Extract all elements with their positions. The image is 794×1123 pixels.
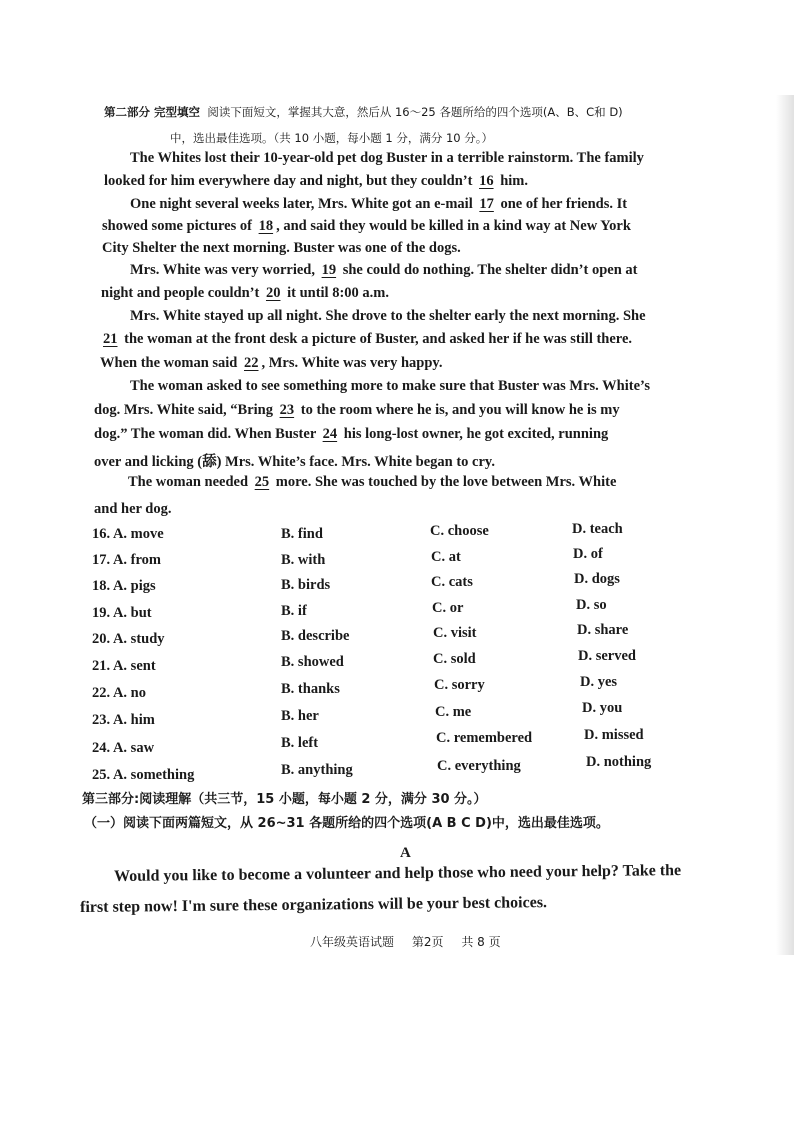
passage-text: When the woman said bbox=[100, 355, 238, 371]
option-c: C. sorry bbox=[434, 677, 485, 693]
blank-20: 20 bbox=[265, 285, 281, 301]
page-edge-shadow bbox=[776, 95, 794, 955]
option-d: D. teach bbox=[572, 521, 623, 537]
part2-instructions-line2: 中，选出最佳选项。（共 10 小题，每小题 1 分，满分 10 分。） bbox=[170, 131, 494, 145]
passage-text: the woman at the front desk a picture of Buster, and asked her if he was still there. bbox=[124, 331, 633, 347]
option-b: B. thanks bbox=[281, 681, 340, 697]
passage-line bbox=[94, 426, 608, 443]
option-b: B. find bbox=[281, 526, 323, 542]
option-a: 24. A. saw bbox=[92, 740, 155, 756]
passage-line bbox=[100, 355, 443, 372]
passage-text: his long-lost owner, he got excited, running bbox=[343, 426, 609, 442]
option-d: D. of bbox=[573, 546, 603, 562]
passage-text: dog. Mrs. White said, “Bring bbox=[94, 402, 273, 418]
blank-21: 21 bbox=[103, 331, 118, 347]
passage-letter: A bbox=[400, 845, 411, 861]
option-a: 16. A. move bbox=[92, 526, 164, 542]
passage-text: Mrs. White was very worried, bbox=[130, 262, 315, 278]
passage-text: , and said they would be killed in a kind way at New York bbox=[276, 218, 631, 234]
passage-text: she could do nothing. The shelter didn’t open at bbox=[342, 262, 638, 278]
passage-line: over and licking (舔) Mrs. White’s face. Mrs. White began to cry. bbox=[94, 454, 495, 470]
passage-line: The woman asked to see something more to make sure that Buster was Mrs. White’s bbox=[130, 378, 650, 394]
part2-title: 第二部分 完型填空 bbox=[104, 105, 201, 119]
option-b: B. anything bbox=[281, 762, 353, 778]
passage-line: The Whites lost their 10-year-old pet dog Buster in a terrible rainstorm. The family bbox=[130, 150, 644, 166]
option-d: D. you bbox=[582, 700, 623, 716]
blank-25: 25 bbox=[254, 474, 270, 490]
option-c: C. or bbox=[432, 600, 464, 616]
option-b: B. birds bbox=[281, 577, 331, 593]
blank-17: 17 bbox=[479, 196, 494, 212]
option-a: 19. A. but bbox=[92, 605, 152, 621]
passage-text: , Mrs. White was very happy. bbox=[261, 355, 443, 371]
passage-a-line: Would you like to become a volunteer and help those who need your help? Take the bbox=[114, 862, 682, 885]
option-a: 17. A. from bbox=[92, 552, 162, 568]
option-a: 23. A. him bbox=[92, 712, 155, 728]
option-a: 22. A. no bbox=[92, 685, 146, 701]
option-a: 25. A. something bbox=[92, 767, 195, 783]
footer-total-pages: 共 8 页 bbox=[461, 935, 501, 949]
option-d: D. served bbox=[578, 648, 636, 664]
passage-line bbox=[94, 402, 620, 419]
option-d: D. dogs bbox=[574, 571, 620, 587]
option-c: C. sold bbox=[433, 651, 476, 667]
option-c: C. choose bbox=[430, 523, 489, 539]
option-b: B. her bbox=[281, 708, 319, 724]
page-footer bbox=[310, 933, 515, 950]
passage-text: looked for him everywhere day and night, but they couldn’t bbox=[104, 173, 473, 189]
passage-a-line: first step now! I'm sure these organizations will be your best choices. bbox=[80, 894, 548, 916]
passage-line: and her dog. bbox=[94, 501, 172, 517]
passage-text: to the room where he is, and you will know he is my bbox=[300, 402, 620, 418]
option-c: C. cats bbox=[431, 574, 473, 590]
passage-text: dog.” The woman did. When Buster bbox=[94, 426, 316, 442]
part3-subsection: （一）阅读下面两篇短文，从 26~31 各题所给的四个选项(A B C D)中，选出最佳选项。 bbox=[84, 816, 609, 831]
option-c: C. visit bbox=[433, 625, 477, 641]
option-a: 21. A. sent bbox=[92, 658, 156, 674]
option-a: 20. A. study bbox=[92, 631, 165, 647]
option-d: D. so bbox=[576, 597, 607, 613]
passage-line bbox=[104, 173, 528, 190]
blank-24: 24 bbox=[322, 426, 338, 442]
option-b: B. left bbox=[281, 735, 319, 751]
passage-text: One night several weeks later, Mrs. White got an e-mail bbox=[130, 196, 473, 212]
footer-subject: 八年级英语试题 bbox=[310, 935, 395, 949]
passage-text: more. She was touched by the love between Mrs. White bbox=[275, 474, 617, 490]
passage-text: showed some pictures of bbox=[102, 218, 252, 234]
blank-22: 22 bbox=[244, 355, 259, 371]
footer-page-number: 第2页 bbox=[411, 935, 444, 949]
option-c: C. remembered bbox=[436, 730, 533, 746]
blank-18: 18 bbox=[258, 218, 274, 234]
part2-instructions: 阅读下面短文，掌握其大意，然后从 16～25 各题所给的四个选项(A、B、C和 D) bbox=[207, 105, 623, 119]
option-d: D. nothing bbox=[586, 754, 652, 770]
passage-line: City Shelter the next morning. Buster was one of the dogs. bbox=[102, 240, 461, 256]
option-d: D. yes bbox=[580, 674, 618, 690]
passage-line bbox=[100, 331, 632, 348]
passage-text: it until 8:00 a.m. bbox=[287, 285, 389, 301]
passage-line bbox=[130, 196, 627, 213]
option-d: D. share bbox=[577, 622, 629, 638]
passage-line bbox=[130, 262, 637, 279]
part3-header: 第三部分:阅读理解（共三节，15 小题，每小题 2 分，满分 30 分。） bbox=[82, 792, 487, 807]
option-c: C. me bbox=[435, 704, 472, 720]
passage-text: night and people couldn’t bbox=[101, 285, 260, 301]
passage-text: him. bbox=[500, 173, 528, 189]
passage-text: The woman needed bbox=[128, 474, 249, 490]
option-b: B. describe bbox=[281, 628, 350, 644]
passage-line: Mrs. White stayed up all night. She drove to the shelter early the next morning. She bbox=[130, 308, 646, 324]
passage-line bbox=[128, 474, 616, 491]
passage-line bbox=[101, 285, 389, 302]
option-b: B. if bbox=[281, 603, 307, 619]
option-b: B. with bbox=[281, 552, 326, 568]
option-c: C. everything bbox=[437, 758, 521, 774]
option-c: C. at bbox=[431, 549, 461, 565]
passage-line bbox=[102, 218, 631, 235]
option-a: 18. A. pigs bbox=[92, 578, 156, 594]
option-b: B. showed bbox=[281, 654, 344, 670]
passage-text: one of her friends. It bbox=[500, 196, 628, 212]
blank-16: 16 bbox=[479, 173, 494, 189]
blank-23: 23 bbox=[279, 402, 295, 418]
option-d: D. missed bbox=[584, 727, 644, 743]
blank-19: 19 bbox=[321, 262, 337, 278]
part2-header bbox=[104, 104, 623, 120]
